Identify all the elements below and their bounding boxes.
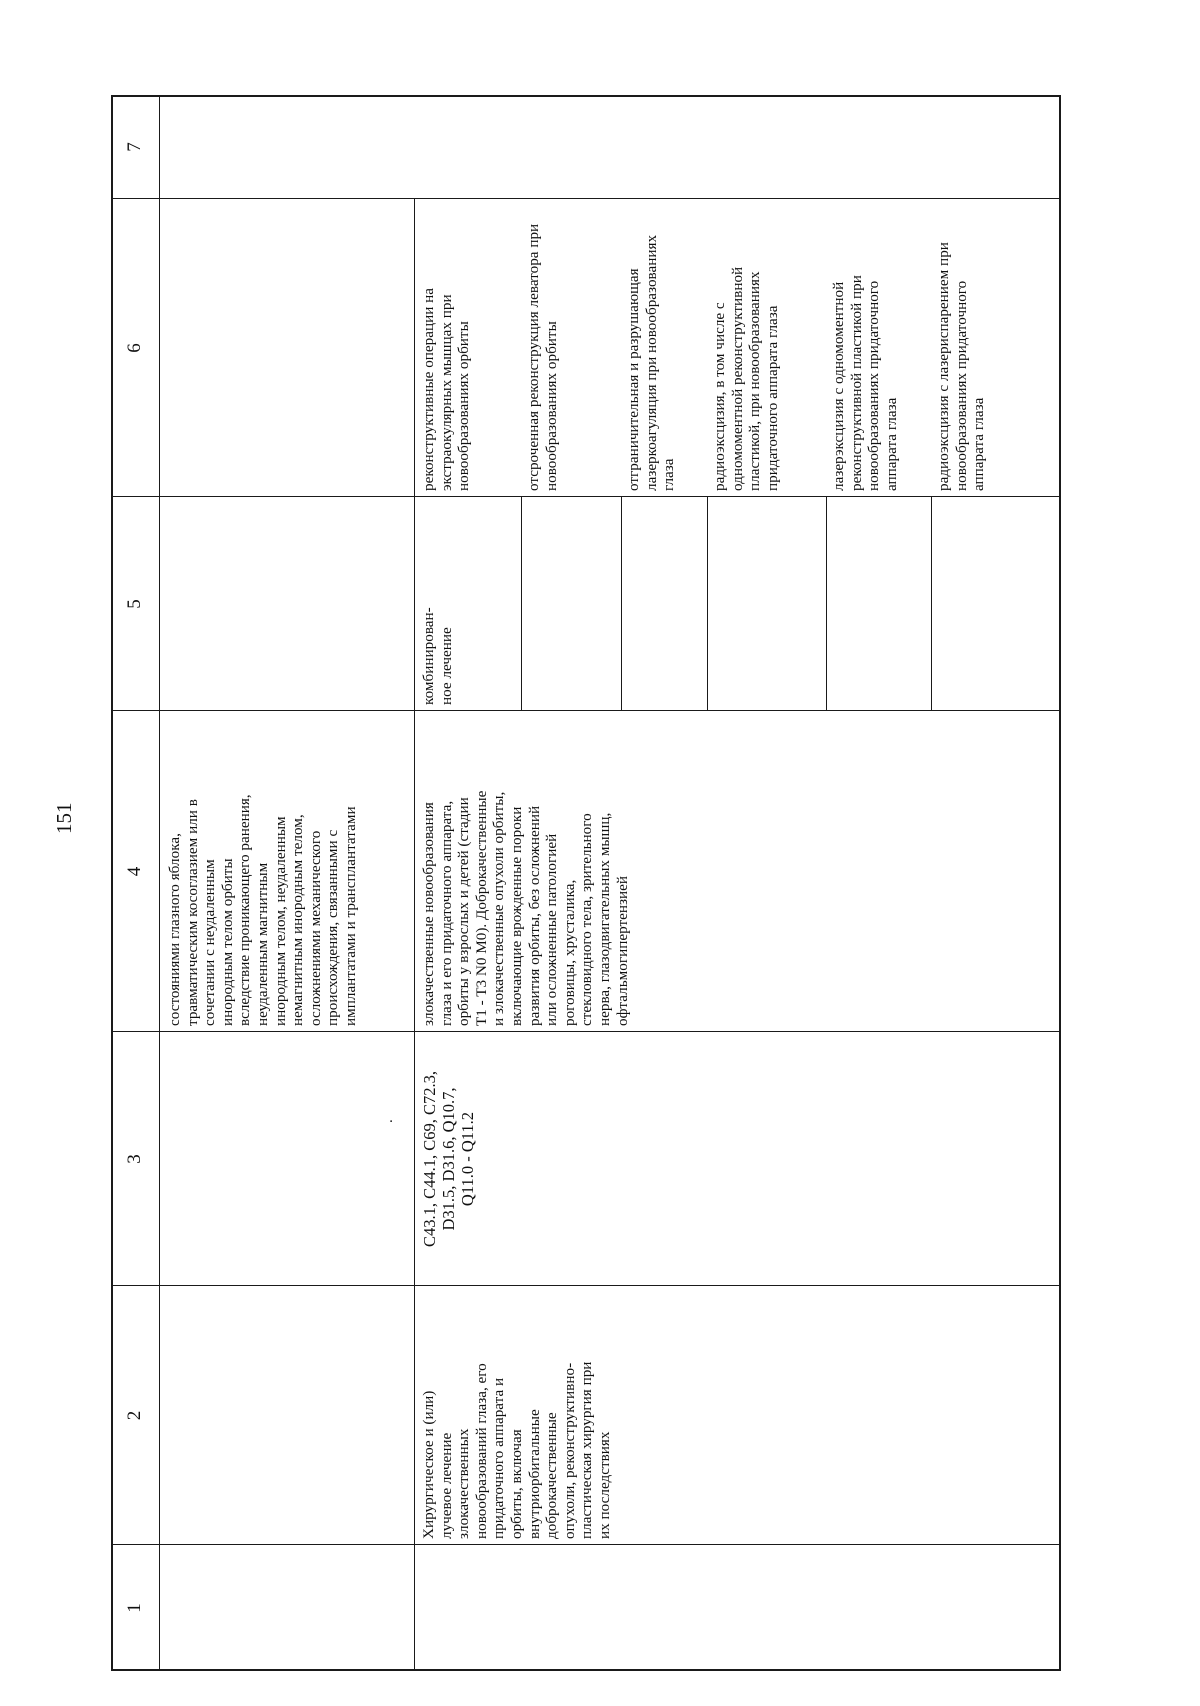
table-border-left (111, 1669, 1061, 1671)
text-line: новообразованиях орбиты (455, 321, 473, 491)
row-col2-service (417, 1286, 717, 1545)
text-line: стекловидного тела, зрительного (578, 813, 596, 1026)
text-line: новообразованиях орбиты (542, 321, 560, 491)
text-line: орбиты, включая (507, 1429, 525, 1539)
table-border-right (111, 95, 1061, 97)
text-line: ное лечение (437, 627, 455, 705)
text-line: травматическим косоглазием или в (183, 799, 201, 1026)
text-line: новообразованиях придаточного (865, 280, 883, 491)
text-line: пластикой, при новообразованиях (746, 271, 764, 491)
page-number: 151 (52, 802, 76, 834)
header-col-2: 2 (124, 1410, 146, 1421)
text-line: состояниями глазного яблока, (166, 833, 183, 1026)
treatment-method-6 (932, 199, 1058, 497)
text-line: происхождения, связанными с (324, 829, 342, 1026)
text-line: или осложненные патологией (543, 833, 561, 1026)
text-line: аппарата глаза (882, 397, 900, 491)
text-line: глаза и его придаточного аппарата, (437, 800, 455, 1026)
text-line: радиоэксцизия, в том числе с (711, 302, 728, 491)
table-grid (111, 95, 1061, 1671)
continuation-col4 (163, 711, 413, 1032)
col6-divider-1 (521, 497, 522, 711)
text-line: инородным телом, неудаленным (271, 816, 289, 1026)
text-line: включающие врожденные пороки (507, 806, 525, 1026)
header-col-3: 3 (124, 1154, 146, 1164)
text-line: Хирургическое и (или) (420, 1390, 437, 1539)
stray-mark: . (379, 1119, 396, 1123)
text-line: отсроченная реконструкция леватора при (525, 223, 542, 491)
text-line: злокачественные новообразования (420, 802, 437, 1026)
text-line: новообразованиях придаточного (952, 280, 970, 491)
text-line: немагнитным инородным телом, (289, 814, 307, 1026)
text-line: вследствие проникающего ранения, (236, 794, 254, 1026)
text-line: экстраокулярных мышцах при (437, 294, 455, 491)
treatment-method-5 (827, 199, 931, 497)
text-line: аппарата глаза (970, 397, 988, 491)
text-line: развития орбиты, без осложнений (525, 805, 543, 1026)
text-line: опухоли, реконструктивно- (560, 1362, 578, 1539)
text-line: лучевое лечение (437, 1432, 455, 1539)
row-col3-codes (417, 1032, 537, 1286)
text-line: имплантатами и трансплантатами (341, 806, 359, 1026)
row-divider (414, 199, 415, 1671)
text-line: их последствиях (595, 1431, 613, 1539)
text-line: осложнениями механического (306, 830, 324, 1026)
text-line: новообразований глаза, его (472, 1363, 490, 1539)
text-line: C43.1, C44.1, C69, C72.3, (420, 1070, 439, 1248)
header-divider (159, 95, 160, 1671)
treatment-method-1 (417, 199, 521, 497)
text-line: неудаленным магнитным (253, 862, 271, 1026)
text-line: реконструктивной пластикой при (847, 275, 865, 491)
treatment-method-4 (708, 199, 826, 497)
treatment-method-2 (522, 199, 621, 497)
table-border-bottom (1059, 95, 1061, 1671)
text-line: доброкачественные (543, 1412, 561, 1539)
text-line: T1 - T3 N0 M0). Доброкачественные (472, 790, 490, 1026)
col6-divider-4 (826, 497, 827, 711)
header-col-5: 5 (124, 599, 146, 609)
text-line: глаза (660, 458, 678, 491)
col6-divider-5 (931, 497, 932, 711)
text-line: орбиты у взрослых и детей (стадии (455, 797, 473, 1026)
treatment-method-3 (622, 199, 707, 497)
text-line: и злокачественные опухоли орбиты, (490, 791, 508, 1026)
text-line: сочетании с неудаленным (201, 859, 219, 1026)
header-col-6: 6 (124, 343, 146, 353)
text-line: придаточного аппарата и (490, 1377, 508, 1539)
text-line: пластическая хирургия при (578, 1361, 596, 1539)
text-line: лазеркоагуляция при новообразованиях (642, 234, 660, 491)
row-col4-diagnosis (417, 711, 747, 1032)
text-line: одномоментной реконструктивной (728, 266, 746, 491)
text-line: инородным телом орбиты (218, 858, 236, 1026)
text-line: придаточного аппарата глаза (763, 305, 781, 491)
text-line: лазерэксцизия с одномоментной (830, 281, 847, 491)
header-col-7: 7 (124, 142, 146, 152)
text-line: реконструктивные операции на (420, 287, 437, 491)
col6-divider-3 (707, 497, 708, 711)
text-line: D31.5, D31.6, Q10.7, (439, 1087, 458, 1231)
text-line: нерва, глазодвигательных мышц, (595, 812, 613, 1026)
text-line: офтальмогипертензией (613, 876, 631, 1026)
rotated-table (111, 95, 1061, 1671)
text-line: комбинирован- (420, 607, 437, 705)
row-col5-treatment-type (417, 497, 477, 711)
header-col-4: 4 (124, 866, 146, 877)
text-line: радиоэксцизия с лазериспарением при (935, 242, 952, 491)
col6-divider-2 (621, 497, 622, 711)
text-line: Q11.0 - Q11.2 (458, 1111, 477, 1207)
text-line: внутриорбитальные (525, 1409, 543, 1539)
header-col-1: 1 (124, 1603, 146, 1613)
text-line: роговицы, хрусталика, (560, 879, 578, 1026)
text-line: злокачественных (455, 1428, 473, 1539)
text-line: отграничительная и разрушающая (625, 268, 642, 491)
